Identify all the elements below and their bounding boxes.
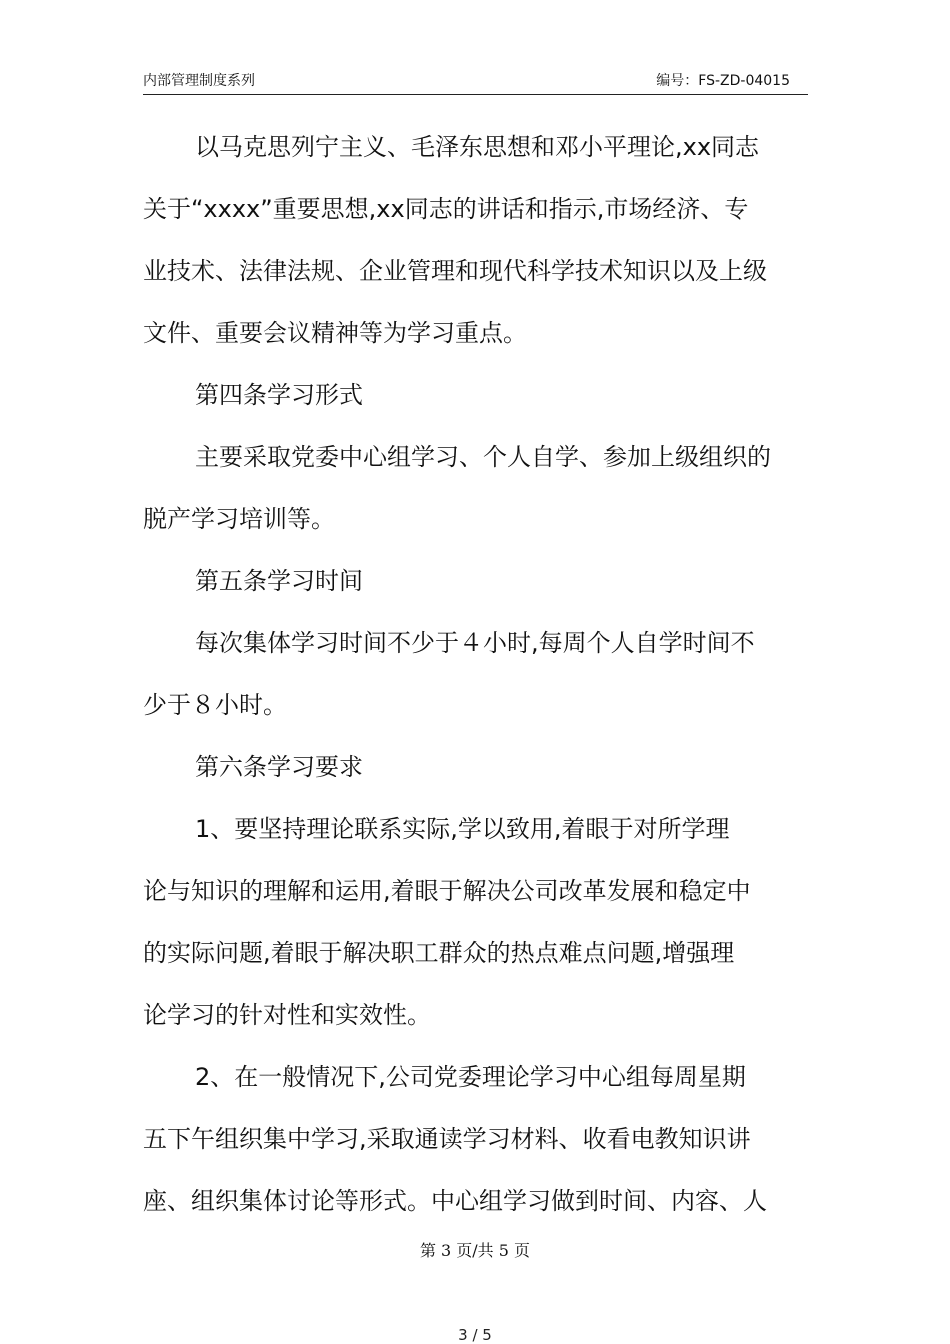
section-heading: 第四条学习形式 (195, 381, 363, 409)
section-heading: 第五条学习时间 (195, 567, 363, 595)
body-line: 论与知识的理解和运用,着眼于解决公司改革发展和稳定中 (143, 877, 751, 905)
page-footer: 第 3 页/共 5 页 (419, 1241, 531, 1260)
document-body (143, 116, 808, 1232)
page-header (143, 68, 808, 95)
body-line: 1、要坚持理论联系实际,学以致用,着眼于对所学理 (195, 815, 730, 843)
body-line: 主要采取党委中心组学习、个人自学、参加上级组织的 (195, 443, 771, 471)
body-line: 2、在一般情况下,公司党委理论学习中心组每周星期 (195, 1063, 746, 1091)
body-line: 五下午组织集中学习,采取通读学习材料、收看电教知识讲 (143, 1125, 751, 1153)
body-line: 座、组织集体讨论等形式。中心组学习做到时间、内容、人 (143, 1187, 767, 1215)
body-line: 以马克思列宁主义、毛泽东思想和邓小平理论,xx同志 (195, 133, 760, 161)
section-heading: 第六条学习要求 (195, 753, 363, 781)
body-line: 论学习的针对性和实效性。 (143, 1001, 431, 1029)
header-series-title: 内部管理制度系列 (143, 73, 255, 89)
body-line: 的实际问题,着眼于解决职工群众的热点难点问题,增强理 (143, 939, 735, 967)
body-line: 关于“xxxx”重要思想,xx同志的讲话和指示,市场经济、专 (143, 195, 749, 223)
body-line: 业技术、法律法规、企业管理和现代科学技术知识以及上级 (143, 257, 767, 285)
body-line: 脱产学习培训等。 (143, 505, 335, 533)
body-line: 文件、重要会议精神等为学习重点。 (143, 319, 527, 347)
header-document-number: 编号：FS-ZD-04015 (656, 73, 790, 89)
page-indicator: 3 / 5 (458, 1326, 492, 1344)
body-line: 少于８小时。 (143, 691, 287, 719)
body-line: 每次集体学习时间不少于４小时,每周个人自学时间不 (195, 629, 755, 657)
